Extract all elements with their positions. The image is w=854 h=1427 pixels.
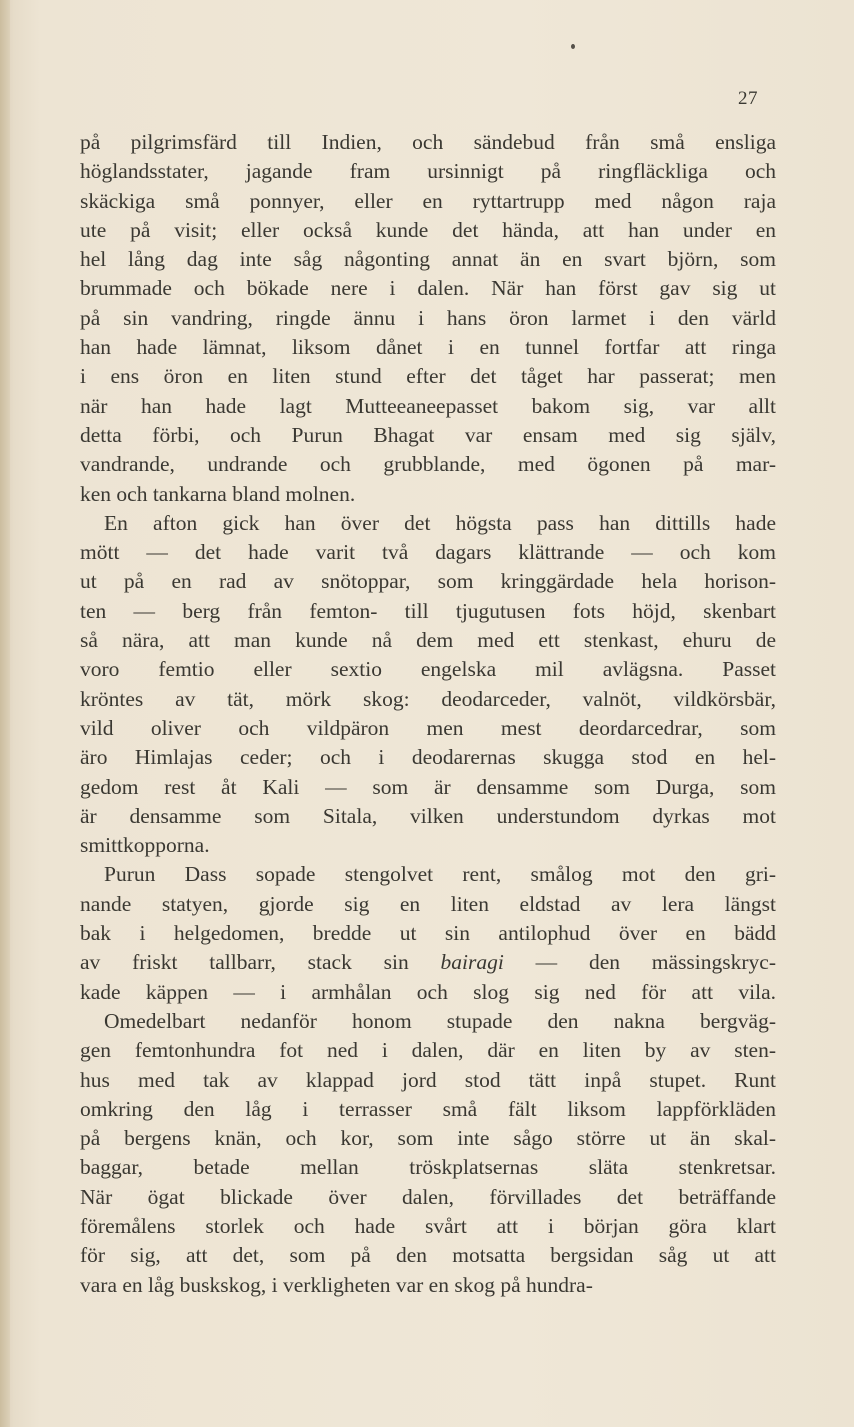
text-line: detta förbi, och Purun Bhagat var ensam med sig själv, xyxy=(80,422,776,447)
text-line: voro femtio eller sextio engelska mil avlägsna. Passet xyxy=(80,657,776,682)
text-line xyxy=(80,948,776,977)
text-line: på sin vandring, ringde ännu i hans öron larmet i den värld xyxy=(80,305,776,330)
text-line: så nära, att man kunde nå dem med ett stenkast, ehuru de xyxy=(80,628,776,653)
text-line: i ens öron en liten stund efter det tåget har passerat; men xyxy=(80,364,776,389)
text-line: skäckiga små ponnyer, eller en ryttartrupp med någon raja xyxy=(80,188,776,213)
text-line: hel lång dag inte såg någonting annat än en svart björn, som xyxy=(80,247,776,272)
text-line: mött — det hade varit två dagars klättrande — och kom xyxy=(80,540,776,565)
text-line: höglandsstater, jagande fram ursinnigt på ringfläckliga och xyxy=(80,159,776,184)
text-line: nande statyen, gjorde sig en liten eldstad av lera längst xyxy=(80,891,776,916)
italic-term: bairagi xyxy=(440,950,504,975)
paragraph-first-line: En afton gick han över det högsta pass han dittills hade xyxy=(104,510,776,535)
text-line: ute på visit; eller också kunde det hända, att han under en xyxy=(80,217,776,242)
text-line: smittkopporna. xyxy=(80,833,210,858)
page-number: 27 xyxy=(738,88,758,109)
text-line: på bergens knän, och kor, som inte sågo större ut än skal- xyxy=(80,1126,776,1151)
text-line: när han hade lagt Mutteeaneepasset bakom sig, var allt xyxy=(80,393,776,418)
text-line: ken och tankarna bland molnen. xyxy=(80,481,356,506)
text-line: vara en låg buskskog, i verkligheten var en skog på hundra- xyxy=(80,1272,593,1297)
text-segment: av friskt tallbarr, stack sin xyxy=(80,950,441,975)
text-line: för sig, att det, som på den motsatta bergsidan såg ut att xyxy=(80,1243,776,1268)
text-line: vild oliver och vildpäron men mest deordarcedrar, som xyxy=(80,715,776,740)
text-line: föremålens storlek och hade svårt att i början göra klart xyxy=(80,1213,776,1238)
text-line: gedom rest åt Kali — som är densamme som Durga, som xyxy=(80,774,776,799)
text-line: omkring den låg i terrasser små fält liksom lappförkläden xyxy=(80,1096,776,1121)
text-line: ut på en rad av snötoppar, som kringgärdade hela horison- xyxy=(80,569,776,594)
text-line: ten — berg från femton- till tjugutusen fots höjd, skenbart xyxy=(80,598,776,623)
text-line: vandrande, undrande och grubblande, med ögonen på mar- xyxy=(80,452,776,477)
text-line: brummade och bökade nere i dalen. När han först gav sig ut xyxy=(80,276,776,301)
text-line: kade käppen — i armhålan och slog sig ned för att vila. xyxy=(80,979,776,1004)
text-line: bak i helgedomen, bredde ut sin antilophud över en bädd xyxy=(80,921,776,946)
text-line: är densamme som Sitala, vilken understundom dyrkas mot xyxy=(80,803,776,828)
text-line: på pilgrimsfärd till Indien, och sändebud från små ensliga xyxy=(80,130,776,154)
text-line: äro Himlajas ceder; och i deodarernas skugga stod en hel- xyxy=(80,745,776,770)
ink-speck xyxy=(571,44,575,49)
paragraph-first-line: Purun Dass sopade stengolvet rent, smålog mot den gri- xyxy=(104,862,776,887)
text-line: han hade lämnat, liksom dånet i en tunnel fortfar att ringa xyxy=(80,335,776,360)
text-line: hus med tak av klappad jord stod tätt inpå stupet. Runt xyxy=(80,1067,776,1092)
text-segment: — den mässingskryc- xyxy=(503,950,776,975)
text-line: gen femtonhundra fot ned i dalen, där en liten by av sten- xyxy=(80,1038,776,1063)
body-text xyxy=(80,128,776,1300)
text-line: När ögat blickade över dalen, förvillades det beträffande xyxy=(80,1184,776,1209)
text-line: baggar, betade mellan tröskplatsernas släta stenkretsar. xyxy=(80,1155,776,1180)
page-gutter xyxy=(0,0,10,1427)
paragraph-first-line: Omedelbart nedanför honom stupade den nakna bergväg- xyxy=(104,1008,776,1033)
text-line: kröntes av tät, mörk skog: deodarceder, valnöt, vildkörsbär, xyxy=(80,686,776,711)
